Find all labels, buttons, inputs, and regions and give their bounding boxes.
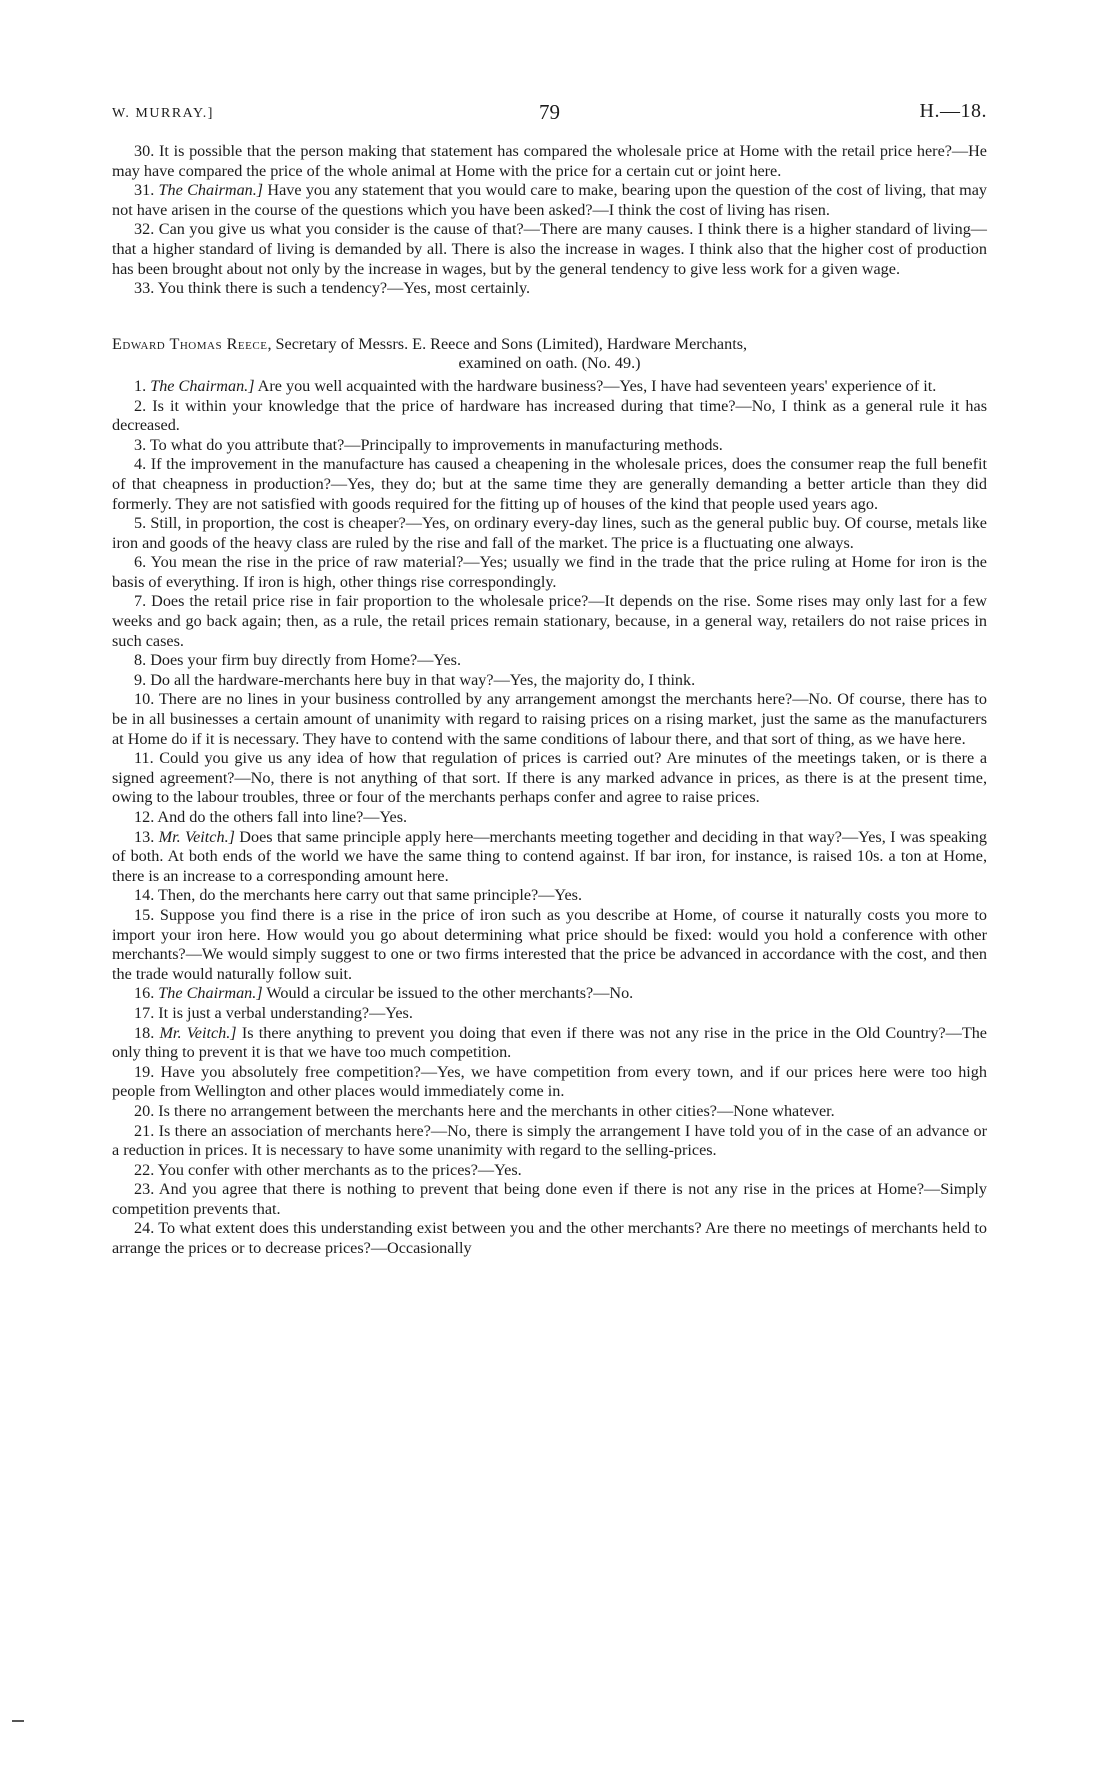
question-paragraph: 9. Do all the hardware-merchants here buy in that way?—Yes, the majority do, I think. bbox=[134, 670, 696, 689]
question-paragraph: 17. It is just a verbal understanding?—Yes. bbox=[134, 1003, 413, 1022]
question-paragraph bbox=[112, 984, 987, 1004]
witness-oath-line: examined on oath. (No. 49.) bbox=[458, 354, 641, 373]
speaker-name: The Chairman.] bbox=[150, 376, 255, 395]
document-body bbox=[112, 142, 987, 1259]
question-number: 31. bbox=[134, 181, 159, 200]
question-number: 18. bbox=[134, 1023, 160, 1042]
question-paragraph: 19. Have you absolutely free competition?—Yes, we have competition from every town, and if our prices here were too high people from Wellington and other places would immediately come in. bbox=[112, 1062, 987, 1101]
question-number: 1. bbox=[134, 376, 151, 395]
question-paragraph: 30. It is possible that the person making that statement has compared the wholesale price at Home with the retail price here?—He may have compared the price of the whole animal at Home with the price for a certain cut or joint here. bbox=[112, 142, 987, 180]
question-paragraph bbox=[112, 1024, 987, 1063]
speaker-name: The Chairman.] bbox=[158, 181, 264, 200]
question-paragraph: 21. Is there an association of merchants here?—No, there is simply the arrangement I have told you of in the case of an advance or a reduction in prices. It is necessary to have some unanimity with regard to the selling-prices. bbox=[112, 1121, 987, 1160]
question-paragraph bbox=[112, 181, 987, 220]
question-number: 13. bbox=[134, 827, 159, 846]
question-paragraph: 4. If the improvement in the manufacture has caused a cheapening in the wholesale prices, does the consumer reap the full benefit of that cheapness in production?—Yes, they do; but at the same time they are generally demanding a better article than they did formerly. They are not satisfied with goods required for the fitting up of houses of the kind that people used years ago. bbox=[112, 455, 987, 513]
question-text: Are you well acquainted with the hardware business?—Yes, I have had seventeen years' experience of it. bbox=[254, 376, 937, 395]
question-paragraph: 33. You think there is such a tendency?—Yes, most certainly. bbox=[134, 279, 531, 298]
header-witness-name: W. MURRAY.] bbox=[112, 106, 214, 121]
testimony-section-2 bbox=[112, 377, 987, 1259]
question-paragraph: 24. To what extent does this understanding exist between you and the other merchants? Are there no meetings of merchants held to arrange the prices or to decrease prices?—Occasionally bbox=[112, 1219, 987, 1258]
document-page bbox=[112, 100, 987, 1259]
question-paragraph: 22. You confer with other merchants as to the prices?—Yes. bbox=[134, 1160, 522, 1179]
question-paragraph: 5. Still, in proportion, the cost is cheaper?—Yes, on ordinary every-day lines, such as the general public buy. Of course, metals like iron and goods of the heavy class are ruled by the rise and fall of the market. The price is a fluctuating one always. bbox=[112, 514, 987, 552]
question-paragraph: 20. Is there no arrangement between the merchants here and the merchants in other cities?—None whatever. bbox=[134, 1101, 835, 1120]
question-paragraph: 10. There are no lines in your business controlled by any arrangement amongst the merchants here?—No. Of course, there has to be in all businesses a certain amount of unanimity with regard to raising prices on a rising market, just the same as the manufacturers at Home do if it is necessary. They have to contend with the same conditions of labour there, and that sort of thing, as we have here. bbox=[112, 690, 987, 748]
testimony-section-1 bbox=[112, 142, 987, 299]
question-text: Does that same principle apply here—merchants meeting together and deciding in that way?—Yes, I was speaking of both. At both ends of the world we have the same thing to contend against. If bar iron, for instance, is raised 10s. a ton at Home, there is an increase to a corresponding amount here. bbox=[112, 827, 987, 885]
question-paragraph bbox=[112, 828, 987, 887]
witness-description: , Secretary of Messrs. E. Reece and Sons (Limited), Hardware Merchants, bbox=[267, 334, 748, 353]
question-paragraph: 12. And do the others fall into line?—Yes. bbox=[134, 808, 408, 826]
question-text: Is there anything to prevent you doing that even if there was not any rise in the price in the Old Country?—The only thing to prevent it is that we have too much competition. bbox=[112, 1023, 987, 1062]
speaker-name: Mr. Veitch.] bbox=[158, 827, 235, 846]
witness-heading bbox=[112, 335, 987, 374]
page-number: 79 bbox=[539, 100, 560, 124]
question-paragraph: 23. And you agree that there is nothing to prevent that being done even if there is not any rise in the prices at Home?—Simply competition prevents that. bbox=[112, 1180, 987, 1218]
question-paragraph: 8. Does your firm buy directly from Home?—Yes. bbox=[134, 651, 461, 670]
margin-mark bbox=[12, 1720, 24, 1722]
speaker-name: Mr. Veitch.] bbox=[159, 1023, 237, 1042]
question-paragraph: 15. Suppose you find there is a rise in the price of iron such as you describe at Home, of course it naturally costs you more to import your iron here. How would you go about determining what price should be fixed: would you hold a conference with other merchants?—We would simply suggest to one or two firms interested that the price be advanced in accordance with the cost, and then the trade would naturally follow suit. bbox=[112, 905, 987, 983]
question-paragraph: 2. Is it within your knowledge that the price of hardware has increased during that time?—No, I think as a general rule it has decreased. bbox=[112, 396, 987, 435]
page-header bbox=[112, 100, 987, 130]
question-paragraph: 14. Then, do the merchants here carry out that same principle?—Yes. bbox=[134, 886, 583, 905]
question-number: 16. bbox=[134, 984, 159, 1003]
question-paragraph: 3. To what do you attribute that?—Principally to improvements in manufacturing methods. bbox=[134, 435, 723, 454]
question-paragraph: 11. Could you give us any idea of how that regulation of prices is carried out? Are minutes of the meetings taken, or is there a signed agreement?—No, there is not anything of that sort. If there is any marked advance in prices, as there is at the present time, owing to the labour troubles, three or four of the merchants perhaps confer and agree to raise prices. bbox=[112, 749, 987, 807]
question-paragraph: 32. Can you give us what you consider is the cause of that?—There are many causes. I think there is a higher standard of living—that a higher standard of living is demanded by all. There is also the increase in wages. I think also that the higher cost of production has been brought about not only by the increase in wages, but by the general tendency to give less work for a given wage. bbox=[112, 220, 987, 278]
witness-name: Edward Thomas Reece bbox=[112, 334, 268, 353]
question-paragraph bbox=[112, 377, 987, 397]
question-paragraph: 7. Does the retail price rise in fair proportion to the wholesale price?—It depends on the rise. Some rises may only last for a few weeks and go back again; then, as a rule, the retail prices remain stationary, because, in a general way, retailers do not raise prices in such cases. bbox=[112, 592, 987, 650]
speaker-name: The Chairman.] bbox=[158, 984, 263, 1003]
question-text: Have you any statement that you would care to make, bearing upon the question of the cost of living, that may not have arisen in the course of the questions which you have been asked?—I think the cost of living has risen. bbox=[112, 181, 987, 219]
question-paragraph: 6. You mean the rise in the price of raw material?—Yes; usually we find in the trade that the price ruling at Home for iron is the basis of everything. If iron is high, other things rise correspondingly. bbox=[112, 553, 987, 591]
paper-reference: H.—18. bbox=[919, 100, 987, 122]
question-text: Would a circular be issued to the other merchants?—No. bbox=[262, 984, 634, 1003]
